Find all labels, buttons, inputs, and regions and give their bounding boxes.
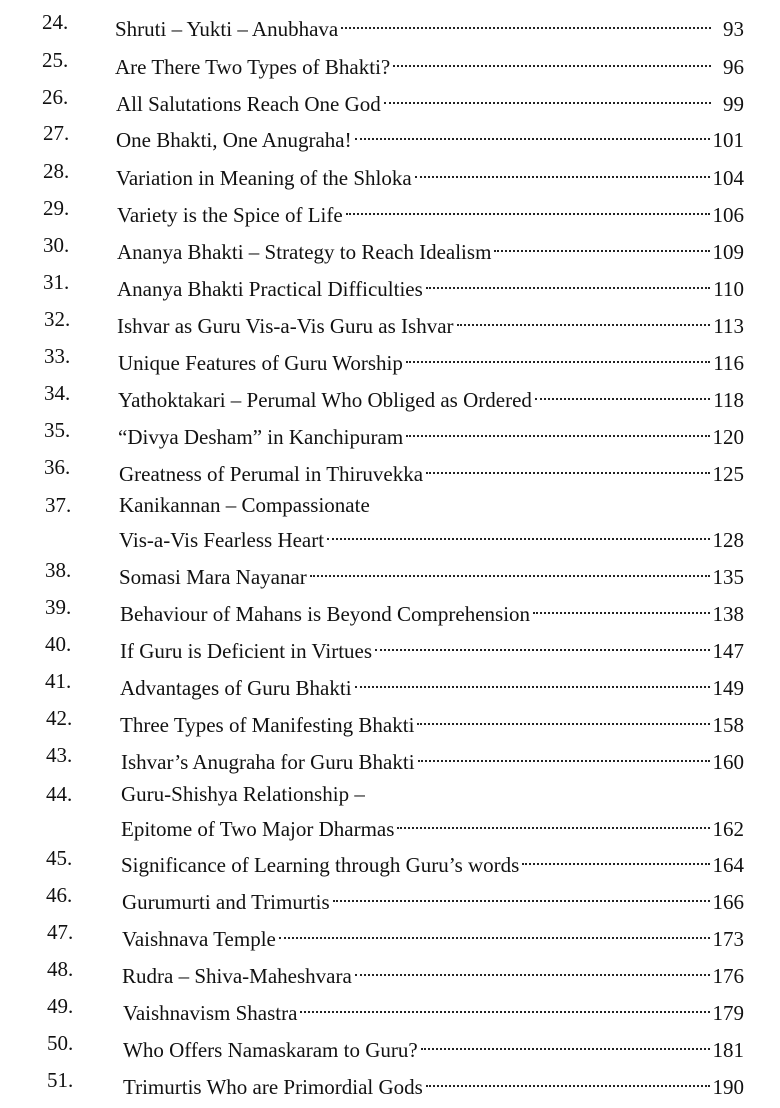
entry-number: 31. bbox=[43, 270, 70, 294]
entry-title: One Bhakti, One Anugraha! bbox=[116, 128, 352, 152]
page-number: 96 bbox=[723, 55, 744, 79]
entry-number: 46. bbox=[46, 883, 73, 907]
dot-leader bbox=[355, 119, 710, 147]
entry-number: 36. bbox=[44, 455, 71, 479]
page-number: 176 bbox=[712, 964, 744, 988]
entry-title: Vaishnavism Shastra bbox=[123, 1001, 298, 1025]
page-number: 109 bbox=[712, 240, 744, 264]
entry-title: Are There Two Types of Bhakti? bbox=[115, 55, 391, 79]
page-number: 110 bbox=[713, 277, 744, 301]
dot-leader bbox=[355, 955, 710, 983]
entry-number: 42. bbox=[46, 706, 73, 730]
page-number: 120 bbox=[712, 425, 744, 449]
page-number: 106 bbox=[712, 203, 744, 227]
dot-leader bbox=[341, 8, 711, 36]
entry-number: 39. bbox=[45, 595, 72, 619]
dot-leader bbox=[421, 1029, 710, 1057]
entry-title: Kanikannan – Compassionate bbox=[119, 493, 370, 517]
dot-leader bbox=[333, 881, 710, 909]
entry-title: Variety is the Spice of Life bbox=[117, 203, 343, 227]
entry-number: 27. bbox=[43, 121, 70, 145]
entry-title: Greatness of Perumal in Thiruvekka bbox=[119, 462, 424, 486]
entry-number: 43. bbox=[46, 743, 73, 767]
page-number: 158 bbox=[712, 713, 744, 737]
entry-number: 44. bbox=[46, 782, 73, 806]
entry-number: 41. bbox=[45, 669, 72, 693]
entry-number: 49. bbox=[47, 994, 74, 1018]
entry-title: Behaviour of Mahans is Beyond Comprehension bbox=[120, 602, 531, 626]
entry-title: Shruti – Yukti – Anubhava bbox=[115, 17, 339, 41]
entry-number: 28. bbox=[43, 159, 70, 183]
page-number: 147 bbox=[712, 639, 744, 663]
dot-leader bbox=[397, 808, 709, 836]
entry-number: 32. bbox=[44, 307, 71, 331]
page-number: 99 bbox=[723, 92, 744, 116]
entry-number: 30. bbox=[43, 233, 70, 257]
entry-number: 24. bbox=[42, 10, 69, 34]
dot-leader bbox=[457, 305, 711, 333]
dot-leader bbox=[406, 416, 709, 444]
entry-number: 45. bbox=[46, 846, 73, 870]
dot-leader bbox=[426, 453, 709, 481]
dot-leader bbox=[418, 741, 710, 769]
page-number: 190 bbox=[712, 1075, 744, 1099]
dot-leader bbox=[535, 379, 710, 407]
entry-title: Ananya Bhakti Practical Difficulties bbox=[117, 277, 423, 301]
entry-title: Guru-Shishya Relationship – bbox=[121, 782, 365, 806]
page-number: 101 bbox=[712, 128, 744, 152]
entry-number: 33. bbox=[44, 344, 71, 368]
page-number: 138 bbox=[712, 602, 744, 626]
entry-title: Trimurtis Who are Primordial Gods bbox=[123, 1075, 423, 1099]
entry-number: 34. bbox=[44, 381, 71, 405]
entry-title: Yathoktakari – Perumal Who Obliged as Ordered bbox=[118, 388, 532, 412]
dot-leader bbox=[375, 630, 709, 658]
page-number: 164 bbox=[712, 853, 744, 877]
entry-number: 29. bbox=[43, 196, 70, 220]
page-number: 173 bbox=[712, 927, 744, 951]
dot-leader bbox=[327, 519, 709, 547]
entry-title: “Divya Desham” in Kanchipuram bbox=[118, 425, 404, 449]
entry-title: Who Offers Namaskaram to Guru? bbox=[123, 1038, 418, 1062]
dot-leader bbox=[417, 704, 709, 732]
entry-number: 48. bbox=[47, 957, 74, 981]
page-number: 179 bbox=[712, 1001, 744, 1025]
entry-number: 47. bbox=[47, 920, 74, 944]
entry-number: 25. bbox=[42, 48, 69, 72]
dot-leader bbox=[426, 1066, 710, 1094]
entry-number: 51. bbox=[47, 1068, 74, 1092]
dot-leader bbox=[355, 667, 710, 695]
entry-title: Three Types of Manifesting Bhakti bbox=[120, 713, 415, 737]
entry-number: 50. bbox=[47, 1031, 74, 1055]
entry-number: 37. bbox=[45, 493, 72, 517]
dot-leader bbox=[415, 157, 710, 185]
page-number: 125 bbox=[712, 462, 744, 486]
page-number: 135 bbox=[712, 565, 744, 589]
page-number: 118 bbox=[713, 388, 744, 412]
dot-leader bbox=[406, 342, 710, 370]
entry-number: 35. bbox=[44, 418, 71, 442]
entry-title: Rudra – Shiva-Maheshvara bbox=[122, 964, 352, 988]
page-number: 93 bbox=[723, 17, 744, 41]
dot-leader bbox=[310, 556, 710, 584]
entry-title: Epitome of Two Major Dharmas bbox=[121, 817, 395, 841]
page-number: 166 bbox=[712, 890, 744, 914]
dot-leader bbox=[426, 268, 710, 296]
page-number: 181 bbox=[712, 1038, 744, 1062]
entry-title: Unique Features of Guru Worship bbox=[118, 351, 403, 375]
dot-leader bbox=[494, 231, 709, 259]
page-number: 162 bbox=[712, 817, 744, 841]
entry-title: Somasi Mara Nayanar bbox=[119, 565, 307, 589]
page-number: 113 bbox=[713, 314, 744, 338]
dot-leader bbox=[533, 593, 709, 621]
dot-leader bbox=[346, 194, 710, 222]
entry-title: Significance of Learning through Guru’s words bbox=[121, 853, 520, 877]
entry-title: Vis-a-Vis Fearless Heart bbox=[119, 528, 325, 552]
page-number: 104 bbox=[712, 166, 744, 190]
entry-title: Advantages of Guru Bhakti bbox=[120, 676, 352, 700]
dot-leader bbox=[279, 918, 710, 946]
page-number: 116 bbox=[713, 351, 744, 375]
entry-title: Vaishnava Temple bbox=[122, 927, 276, 951]
entry-number: 38. bbox=[45, 558, 72, 582]
dot-leader bbox=[300, 992, 709, 1020]
entry-title: Ishvar’s Anugraha for Guru Bhakti bbox=[121, 750, 415, 774]
entry-title: Variation in Meaning of the Shloka bbox=[116, 166, 412, 190]
entry-title: If Guru is Deficient in Virtues bbox=[120, 639, 373, 663]
page-number: 160 bbox=[712, 750, 744, 774]
entry-number: 40. bbox=[45, 632, 72, 656]
entry-title: Ishvar as Guru Vis-a-Vis Guru as Ishvar bbox=[117, 314, 454, 338]
page-number: 128 bbox=[712, 528, 744, 552]
entry-title: Gurumurti and Trimurtis bbox=[122, 890, 330, 914]
dot-leader bbox=[384, 83, 711, 111]
entry-number: 26. bbox=[42, 85, 69, 109]
dot-leader bbox=[522, 844, 709, 872]
dot-leader bbox=[393, 46, 711, 74]
entry-title: All Salutations Reach One God bbox=[116, 92, 381, 116]
page-number: 149 bbox=[712, 676, 744, 700]
entry-title: Ananya Bhakti – Strategy to Reach Idealism bbox=[117, 240, 492, 264]
